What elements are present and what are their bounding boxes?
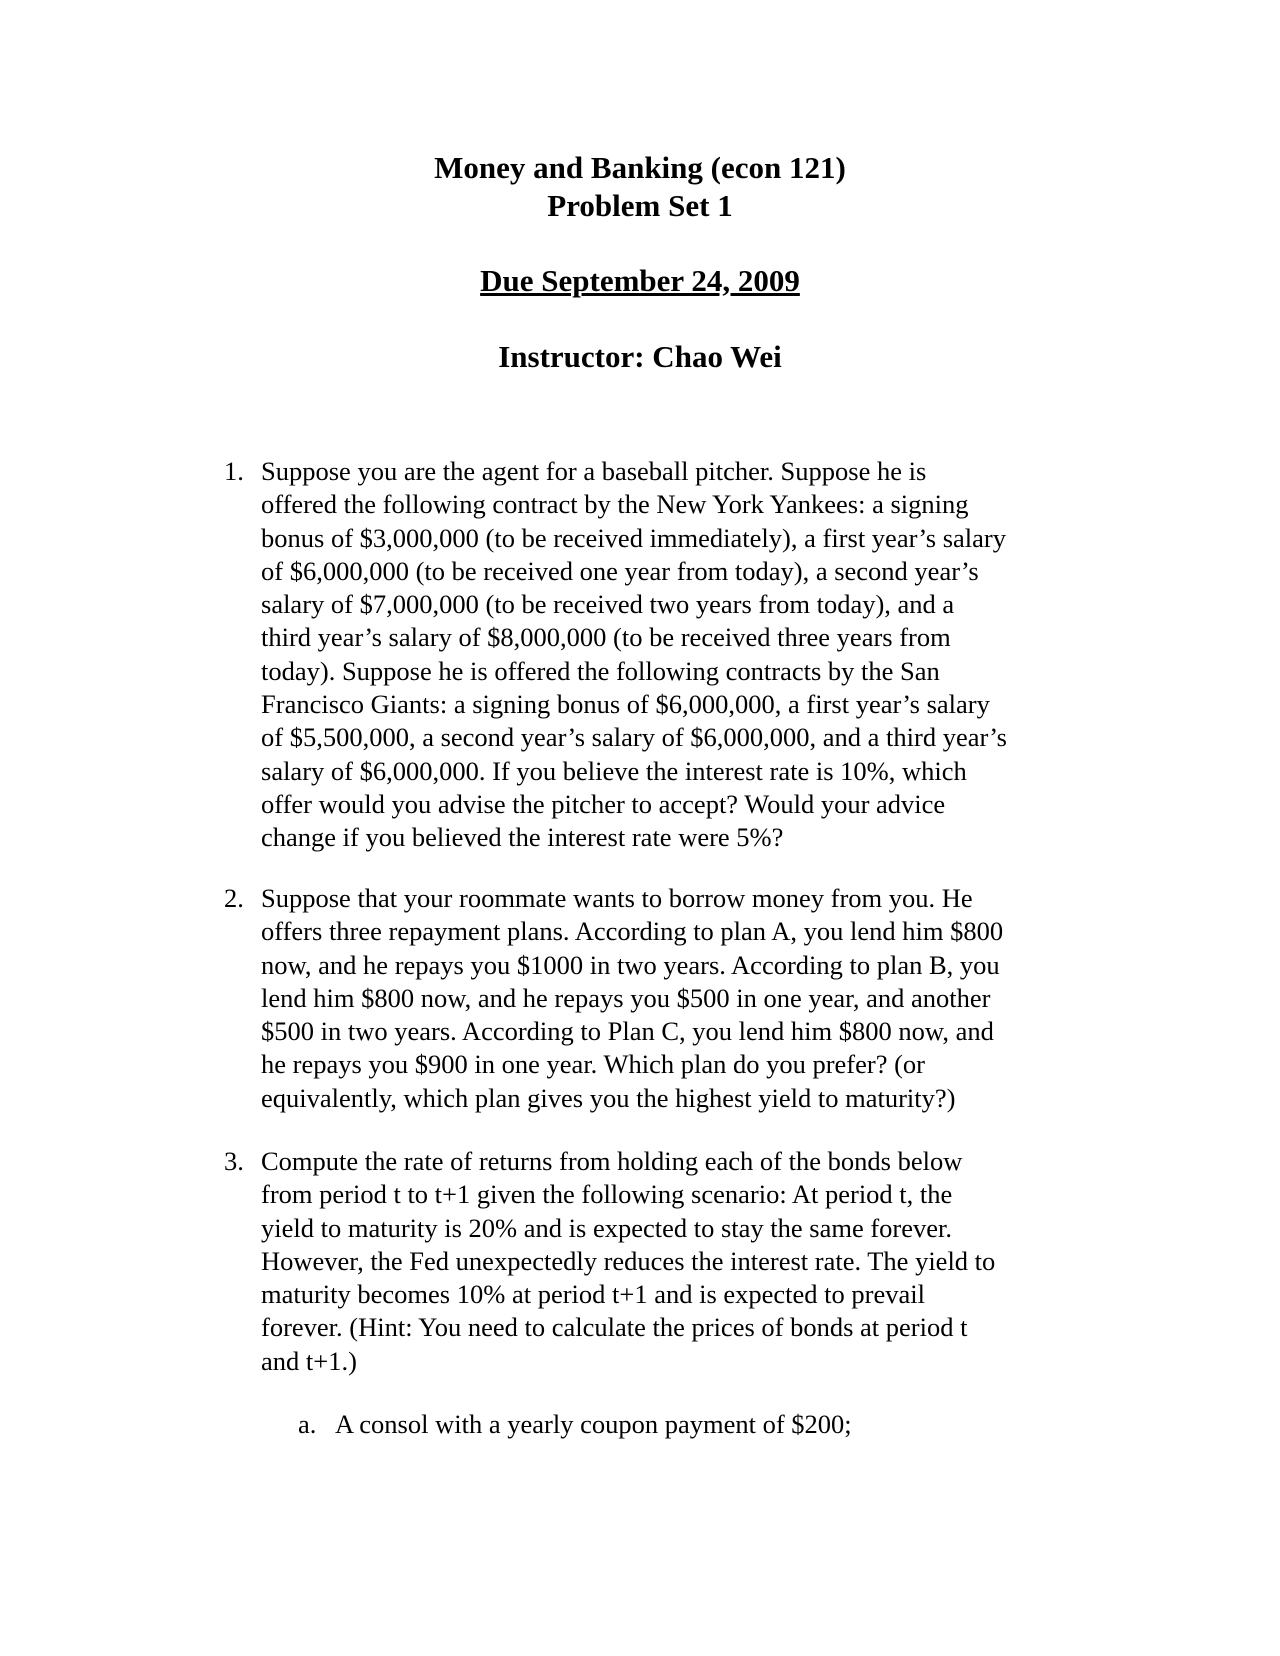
due-date: Due September 24, 2009	[480, 263, 800, 298]
text-line: yield to maturity is 20% and is expected to stay the same forever.	[261, 1212, 953, 1243]
question-text	[261, 455, 1094, 855]
question-number: 1.	[224, 456, 244, 486]
text-line: salary of $6,000,000. If you believe the interest rate is 10%, which	[261, 755, 967, 786]
text-line: However, the Fed unexpectedly reduces the interest rate. The yield to	[261, 1245, 996, 1276]
subitem-text: A consol with a yearly coupon payment of $200;	[335, 1409, 852, 1439]
text-line: maturity becomes 10% at period t+1 and is expected to prevail	[261, 1279, 925, 1310]
text-line: of $5,500,000, a second year’s salary of $6,000,000, and a third year’s	[261, 722, 1007, 753]
text-line: now, and he repays you $1000 in two years. According to plan B, you	[261, 949, 1000, 980]
text-line: forever. (Hint: You need to calculate the prices of bonds at period t	[261, 1312, 968, 1343]
text-line: offer would you advise the pitcher to accept? Would your advice	[261, 788, 946, 819]
text-line: bonus of $3,000,000 (to be received immediately), a first year’s salary	[261, 522, 1006, 553]
text-line: offered the following contract by the New York Yankees: a signing	[261, 489, 969, 520]
problem-set-title: Problem Set 1	[547, 188, 733, 223]
question-number: 2.	[224, 883, 244, 913]
text-line: Suppose you are the agent for a baseball pitcher. Suppose he is	[261, 456, 927, 486]
question-text	[261, 882, 1094, 1115]
question-text	[261, 1145, 1094, 1378]
text-line: Suppose that your roommate wants to borrow money from you. He	[261, 883, 973, 913]
instructor-name: Instructor: Chao Wei	[498, 339, 782, 374]
text-line: salary of $7,000,000 (to be received two years from today), and a	[261, 589, 955, 620]
text-line: from period t to t+1 given the following scenario: At period t, the	[261, 1179, 953, 1210]
subitem-label: a.	[298, 1409, 317, 1439]
text-line: he repays you $900 in one year. Which plan do you prefer? (or	[261, 1049, 926, 1080]
text-line: $500 in two years. According to Plan C, you lend him $800 now, and	[261, 1016, 994, 1047]
text-line: lend him $800 now, and he repays you $500 in one year, and another	[261, 982, 991, 1013]
question-number: 3.	[224, 1146, 244, 1176]
text-line: equivalently, which plan gives you the highest yield to maturity?)	[261, 1082, 956, 1113]
text-line: Compute the rate of returns from holding each of the bonds below	[261, 1146, 963, 1176]
course-title: Money and Banking (econ 121)	[434, 150, 846, 185]
text-line: Francisco Giants: a signing bonus of $6,000,000, a first year’s salary	[261, 689, 990, 720]
text-line: change if you believed the interest rate were 5%?	[261, 822, 784, 853]
text-line: third year’s salary of $8,000,000 (to be received three years from	[261, 622, 951, 653]
text-line: of $6,000,000 (to be received one year from today), a second year’s	[261, 555, 979, 586]
text-line: offers three repayment plans. According to plan A, you lend him $800	[261, 916, 1004, 947]
text-line: today). Suppose he is offered the following contracts by the San	[261, 655, 940, 686]
text-line: and t+1.)	[261, 1345, 357, 1376]
